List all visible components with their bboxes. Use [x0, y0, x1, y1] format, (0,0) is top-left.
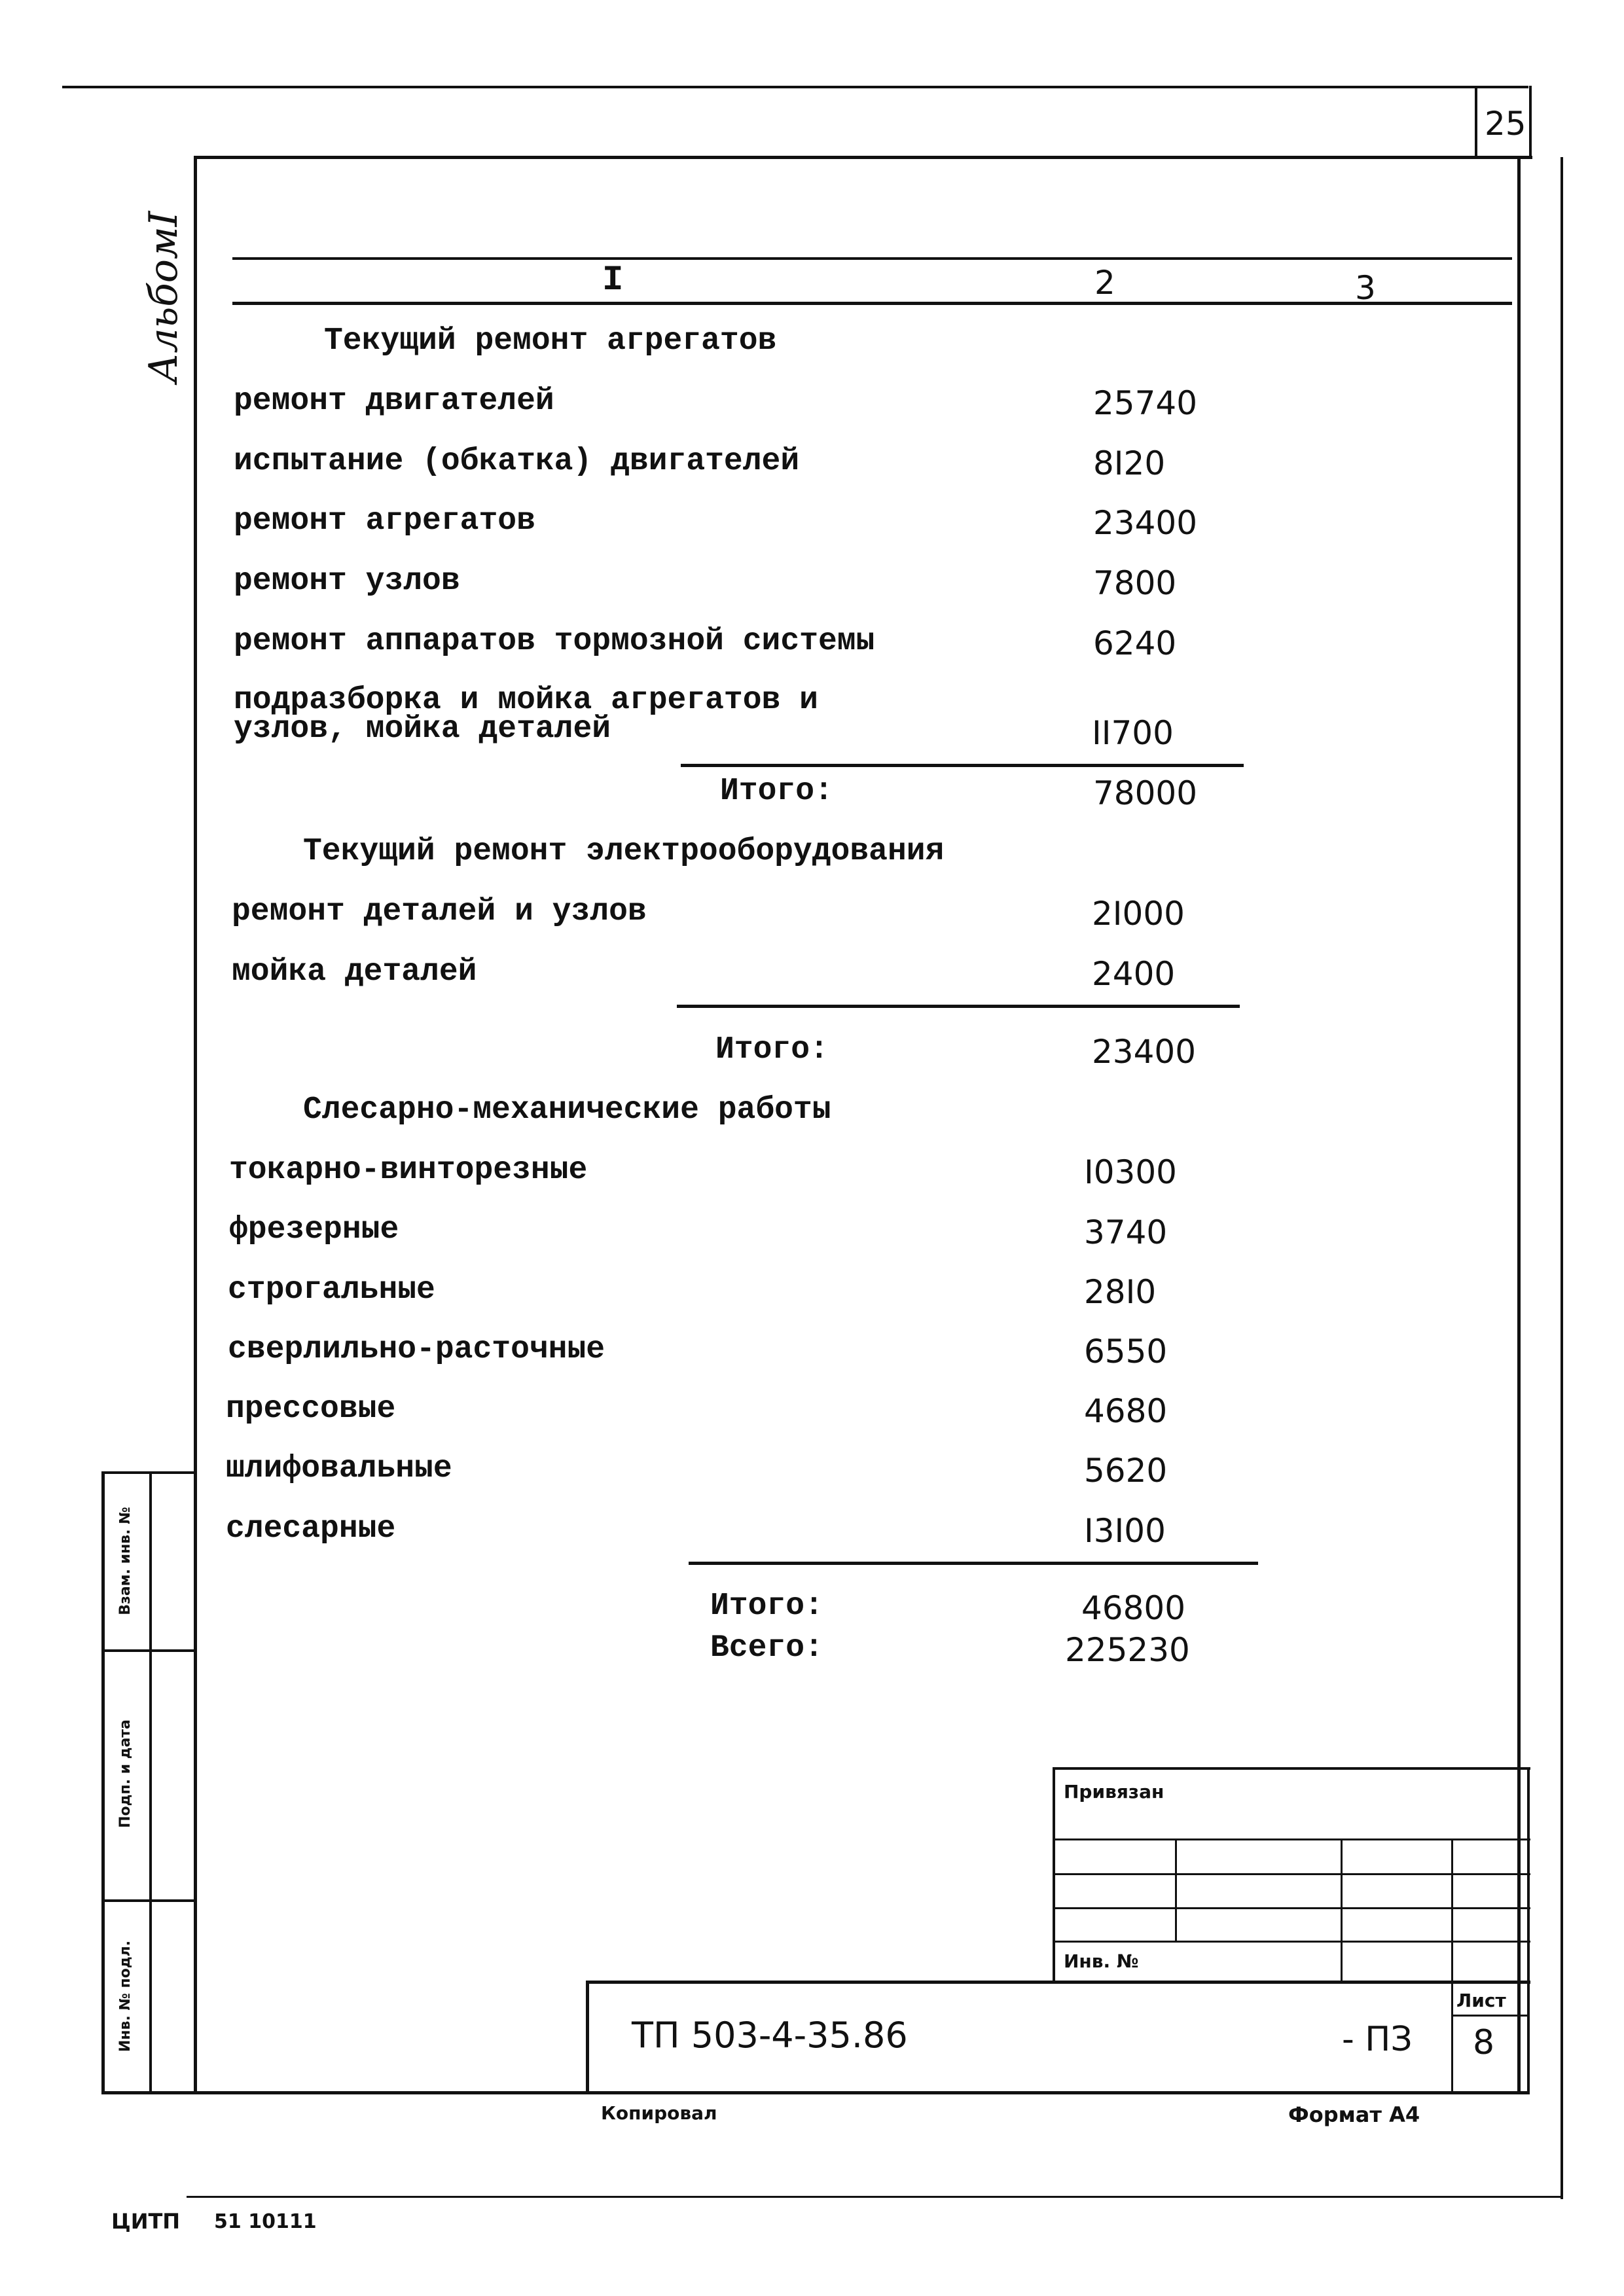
org-code: 51 10111 [214, 2210, 317, 2233]
side-label-inv-podl: Инв. № подл. [117, 1940, 134, 2053]
grid-row-1 [1053, 1839, 1530, 1840]
grid-row-3 [1053, 1907, 1530, 1909]
row-value: 4680 [1084, 1392, 1168, 1430]
page-number: 25 [1485, 105, 1526, 143]
row-name: строгальные [228, 1272, 435, 1308]
row-name: токарно-винторезные [229, 1153, 588, 1188]
row-name: подразборка и мойка агрегатов и [234, 683, 818, 718]
total-rule [689, 1562, 1258, 1565]
page-number-box-right [1529, 86, 1532, 158]
column-header-3: 3 [1355, 269, 1376, 307]
side-label-vzam-inv: Взам. инв. № [117, 1507, 134, 1615]
side-stamp-divider [149, 1471, 152, 2094]
title-block-left [586, 1981, 589, 2094]
row-name: слесарные [226, 1511, 396, 1547]
row-name: мойка деталей [232, 954, 477, 990]
section-title: Текущий ремонт агрегатов [324, 323, 777, 359]
frame-top [194, 156, 1532, 159]
page-number-box-left [1475, 86, 1477, 158]
doc-suffix: - ПЗ [1342, 2020, 1413, 2059]
total-value: 46800 [1081, 1589, 1186, 1627]
row-name: узлов, мойка деталей [234, 711, 611, 747]
total-value: 23400 [1092, 1033, 1197, 1071]
section-title: Текущий ремонт электрооборудования [303, 834, 945, 869]
total-label: Итого: [720, 774, 833, 809]
total-value: 78000 [1093, 774, 1198, 812]
row-name: прессовые [226, 1391, 396, 1427]
grand-total-value: 225230 [1065, 1631, 1190, 1669]
row-name: сверлильно-расточные [228, 1332, 605, 1367]
row-value: 8I20 [1093, 444, 1166, 482]
total-label: Итого: [710, 1588, 823, 1624]
column-header-2: 2 [1094, 264, 1115, 302]
privyazan-top [1053, 1767, 1530, 1770]
list-number: 8 [1473, 2023, 1495, 2062]
row-value: 2400 [1092, 955, 1176, 993]
header-bottom-line [232, 302, 1512, 305]
grand-total-label: Всего: [710, 1630, 823, 1666]
header-top-line [232, 257, 1512, 260]
side-stamp-sep-1 [101, 1649, 197, 1652]
row-name: ремонт аппаратов тормозной системы [234, 624, 875, 659]
row-value: 23400 [1093, 504, 1198, 542]
row-value: 25740 [1093, 384, 1198, 422]
frame-bottom [194, 2091, 1529, 2094]
row-value: 6550 [1084, 1333, 1168, 1371]
row-value: 6240 [1093, 624, 1177, 662]
row-name: фрезерные [229, 1212, 399, 1247]
privyazan-right [1527, 1767, 1530, 2094]
row-value: 2I000 [1092, 895, 1185, 933]
side-stamp-left [101, 1471, 105, 2094]
right-edge-line [1561, 157, 1563, 2199]
row-value: 5620 [1084, 1452, 1168, 1490]
total-rule [677, 1005, 1240, 1008]
grid-row-2 [1053, 1873, 1530, 1875]
side-stamp-sep-2 [101, 1899, 197, 1902]
side-label-podp-data: Подп. и дата [117, 1719, 134, 1828]
row-value: II700 [1092, 714, 1174, 752]
doc-code: ТП 503-4-35.86 [632, 2015, 908, 2056]
row-name: ремонт двигателей [234, 384, 554, 419]
grid-row-4 [1053, 1941, 1530, 1943]
album-label: АльбомI [141, 211, 187, 383]
row-value: 3740 [1084, 1213, 1168, 1251]
inv-no-label: Инв. № [1064, 1950, 1139, 1972]
side-stamp-bottom [101, 2091, 197, 2094]
top-edge-line [62, 86, 1528, 88]
org-label: ЦИТП [111, 2209, 181, 2234]
privyazan-left [1053, 1767, 1055, 1983]
section-title: Слесарно-механические работы [303, 1092, 831, 1128]
row-name: ремонт деталей и узлов [232, 894, 647, 929]
total-rule [681, 764, 1244, 767]
grid-col-1 [1175, 1839, 1177, 1942]
row-name: ремонт узлов [234, 564, 460, 599]
row-value: 7800 [1093, 564, 1177, 602]
list-label: Лист [1456, 1990, 1506, 2011]
grid-col-3 [1451, 1839, 1453, 2094]
kopiroval-label: Копировал [601, 2102, 717, 2124]
row-value: 28I0 [1084, 1273, 1157, 1311]
row-value: I0300 [1084, 1153, 1177, 1191]
title-block-top [586, 1981, 1530, 1984]
privyazan-label: Привязан [1064, 1781, 1164, 1803]
format-label: Формат А4 [1288, 2102, 1420, 2127]
side-stamp-top [101, 1471, 197, 1474]
total-label: Итого: [715, 1032, 829, 1067]
row-value: I3I00 [1084, 1512, 1166, 1550]
bottom-edge-line [187, 2196, 1562, 2198]
row-name: ремонт агрегатов [234, 503, 535, 539]
row-name: шлифовальные [226, 1451, 452, 1486]
lists-label-sep [1451, 2015, 1530, 2017]
frame-right [1517, 156, 1521, 2094]
row-name: испытание (обкатка) двигателей [234, 444, 800, 479]
column-header-1: I [602, 260, 624, 300]
frame-left [194, 156, 197, 2094]
grid-col-2 [1341, 1839, 1343, 1982]
